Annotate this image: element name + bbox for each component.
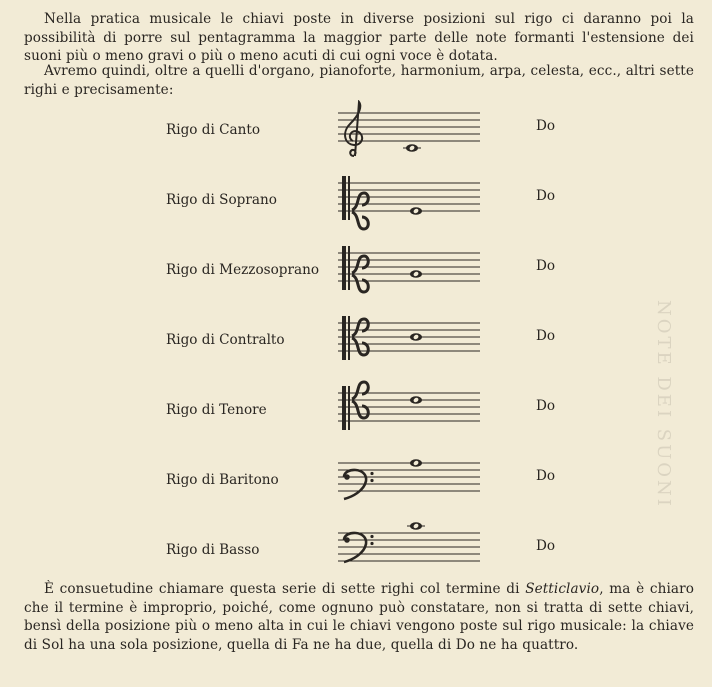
staff-row bbox=[0, 310, 712, 370]
staff-row bbox=[0, 450, 712, 510]
staff-row bbox=[0, 380, 712, 440]
note-name-label: Do bbox=[536, 118, 556, 134]
baritone-clef-icon bbox=[344, 470, 374, 499]
soprano-clef-icon bbox=[342, 176, 368, 229]
closing-text-start: È consuetudine chiamare questa serie di sette righi col termine di bbox=[44, 581, 526, 597]
closing-text-end: , ma è chiaro che il termine è improprio, poiché, come ognuno può constatare, non si tratta di sette chiavi, bensì della posizione più o meno alta in cui le chiavi vengono poste sul rigo musicale: la chiave di Sol ha una sola posizione, quella di Fa ne ha due, quella di Do ne ha quattro. bbox=[24, 581, 694, 653]
staff-label: Rigo di Contralto bbox=[166, 332, 285, 348]
staff-row bbox=[0, 100, 712, 160]
staff-label: Rigo di Baritono bbox=[166, 472, 279, 488]
note-name-label: Do bbox=[536, 188, 556, 204]
whole-note-icon bbox=[410, 270, 422, 278]
whole-note-icon bbox=[406, 144, 418, 152]
second-paragraph: Avremo quindi, oltre a quelli d'organo, pianoforte, harmonium, arpa, celesta, ecc., altri sette righi e precisamente: bbox=[24, 63, 694, 98]
staff-label: Rigo di Tenore bbox=[166, 402, 267, 418]
music-staff bbox=[338, 100, 488, 162]
setticlavio-term: Setticlavio bbox=[525, 581, 600, 597]
bleed-through-text: NOTE DEI SUONI bbox=[653, 300, 674, 509]
music-staff bbox=[338, 380, 488, 442]
music-staff bbox=[338, 170, 488, 232]
staff-row bbox=[0, 170, 712, 230]
tenor-clef-icon bbox=[342, 382, 368, 430]
staff-label: Rigo di Mezzosoprano bbox=[166, 262, 320, 278]
staff-label: Rigo di Basso bbox=[166, 542, 260, 558]
whole-note-icon bbox=[410, 207, 422, 215]
music-staff bbox=[338, 450, 488, 512]
note-name-label: Do bbox=[536, 398, 556, 414]
note-name-label: Do bbox=[536, 258, 556, 274]
whole-note-icon bbox=[410, 333, 422, 341]
staff-row bbox=[0, 240, 712, 300]
music-staff bbox=[338, 520, 488, 582]
note-name-label: Do bbox=[536, 538, 556, 554]
whole-note-icon bbox=[410, 459, 422, 467]
bass-clef-icon bbox=[344, 533, 374, 562]
staff-label: Rigo di Canto bbox=[166, 122, 261, 138]
treble-clef-icon bbox=[345, 102, 362, 156]
note-name-label: Do bbox=[536, 328, 556, 344]
note-name-label: Do bbox=[536, 468, 556, 484]
staff-row bbox=[0, 520, 712, 580]
music-staff bbox=[338, 240, 488, 302]
whole-note-icon bbox=[410, 396, 422, 404]
intro-paragraph: Nella pratica musicale le chiavi poste in diverse posizioni sul rigo ci daranno poi la possibilità di porre sul pentagramma la maggior parte delle note formanti l'estensione dei suoni più o meno gravi o più o meno acuti di cui ogni voce è dotata. bbox=[24, 11, 694, 64]
whole-note-icon bbox=[410, 522, 422, 530]
closing-paragraph bbox=[24, 580, 694, 654]
staff-label: Rigo di Soprano bbox=[166, 192, 277, 208]
music-staff bbox=[338, 310, 488, 372]
